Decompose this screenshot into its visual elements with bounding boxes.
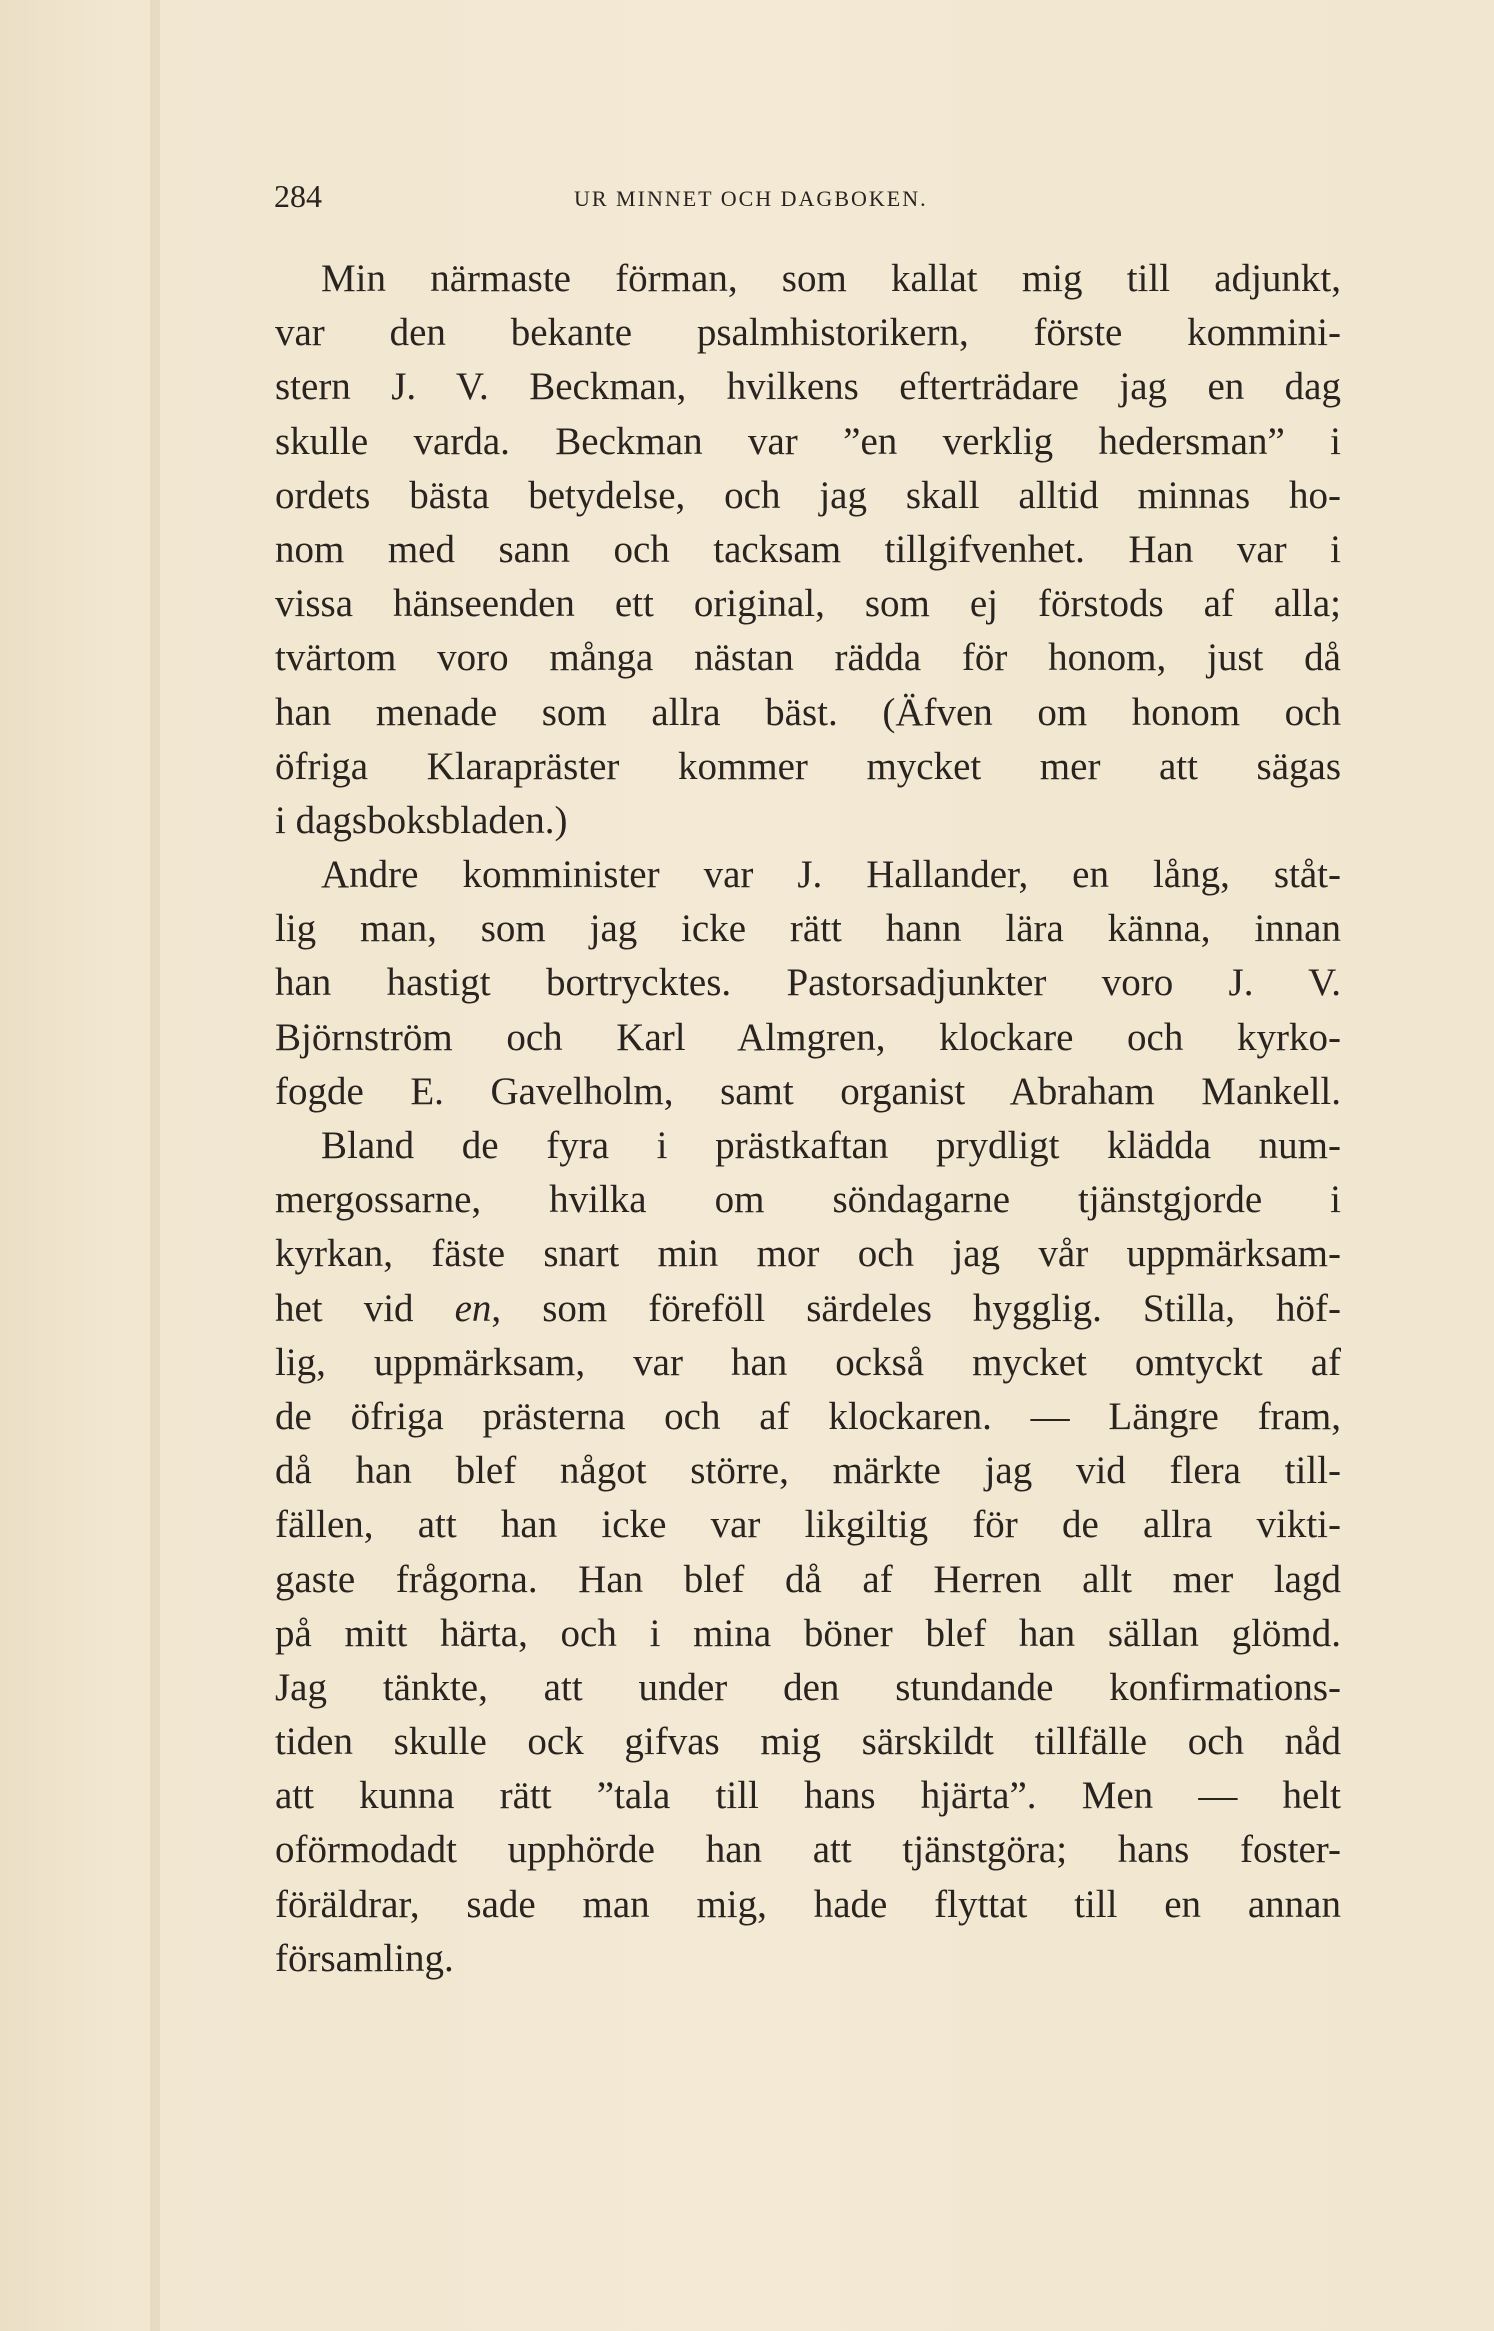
text-line: han menade som allra bäst. (Äfven om honom och — [275, 690, 1341, 734]
text-line: Bland de fyra i prästkaftan prydligt klädda num- — [321, 1124, 1341, 1167]
text-line: då han blef något större, märkte jag vid flera till- — [275, 1449, 1341, 1493]
text-line: öfriga Klarapräster kommer mycket mer att sägas — [275, 744, 1341, 788]
text-line: de öfriga prästerna och af klockaren. — Längre fram, — [275, 1394, 1341, 1438]
text-line: skulle varda. Beckman var ”en verklig hedersman” i — [275, 419, 1341, 463]
binding-shadow — [150, 0, 160, 2331]
text-line: han hastigt bortrycktes. Pastorsadjunkter voro J. V. — [275, 961, 1341, 1005]
page-header — [274, 178, 1334, 228]
text-line: Jag tänkte, att under den stundande konfirmations- — [275, 1665, 1341, 1709]
text-line: nom med sann och tacksam tillgifvenhet. Han var i — [275, 527, 1341, 571]
text-line: tvärtom voro många nästan rädda för honom, just då — [275, 636, 1341, 680]
text-line: föräldrar, sade man mig, hade flyttat till en annan — [275, 1882, 1341, 1926]
text-line: gaste frågorna. Han blef då af Herren allt mer lagd — [275, 1557, 1341, 1601]
text-line: tiden skulle ock gifvas mig särskildt tillfälle och nåd — [275, 1720, 1341, 1764]
text-line: Min närmaste förman, som kallat mig till adjunkt, — [321, 257, 1341, 300]
text-line: vissa hänseenden ett original, som ej förstods af alla; — [275, 582, 1341, 626]
text-line: fällen, att han icke var likgiltig för de allra vikti- — [275, 1503, 1341, 1547]
text-line: stern J. V. Beckman, hvilkens efterträdare jag en dag — [275, 365, 1341, 409]
text-line: lig man, som jag icke rätt hann lära känna, innan — [275, 907, 1341, 951]
text-line: Björnström och Karl Almgren, klockare och kyrko- — [275, 1015, 1341, 1059]
page-number: 284 — [274, 178, 322, 214]
text-line: var den bekante psalmhistorikern, förste kommini- — [275, 311, 1341, 355]
text-line: ordets bästa betydelse, och jag skall alltid minnas ho- — [275, 473, 1341, 517]
text-line: kyrkan, fäste snart min mor och jag vår uppmärksam- — [275, 1232, 1341, 1276]
text-line: mergossarne, hvilka om söndagarne tjänstgjorde i — [275, 1178, 1341, 1222]
text-line: oförmodadt upphörde han att tjänstgöra; hans foster- — [275, 1828, 1341, 1872]
text-line: Andre komminister var J. Hallander, en lång, ståt- — [321, 853, 1341, 897]
text-line: lig, uppmärksam, var han också mycket omtyckt af — [275, 1340, 1341, 1384]
text-line: het vid en, som föreföll särdeles hygglig. Stilla, höf- — [275, 1286, 1341, 1330]
text-line: att kunna rätt ”tala till hans hjärta”. Men — helt — [275, 1774, 1341, 1818]
text-line: på mitt härta, och i mina böner blef han sällan glömd. — [275, 1611, 1341, 1655]
text-line: församling. — [275, 1936, 454, 1980]
running-head: UR MINNET OCH DAGBOKEN. — [574, 186, 928, 211]
text-line: i dagsboksbladen.) — [275, 798, 568, 842]
emphasis-text: en — [454, 1286, 492, 1330]
body-text — [275, 252, 1341, 1986]
text-line: fogde E. Gavelholm, samt organist Abraham Mankell. — [275, 1069, 1341, 1113]
